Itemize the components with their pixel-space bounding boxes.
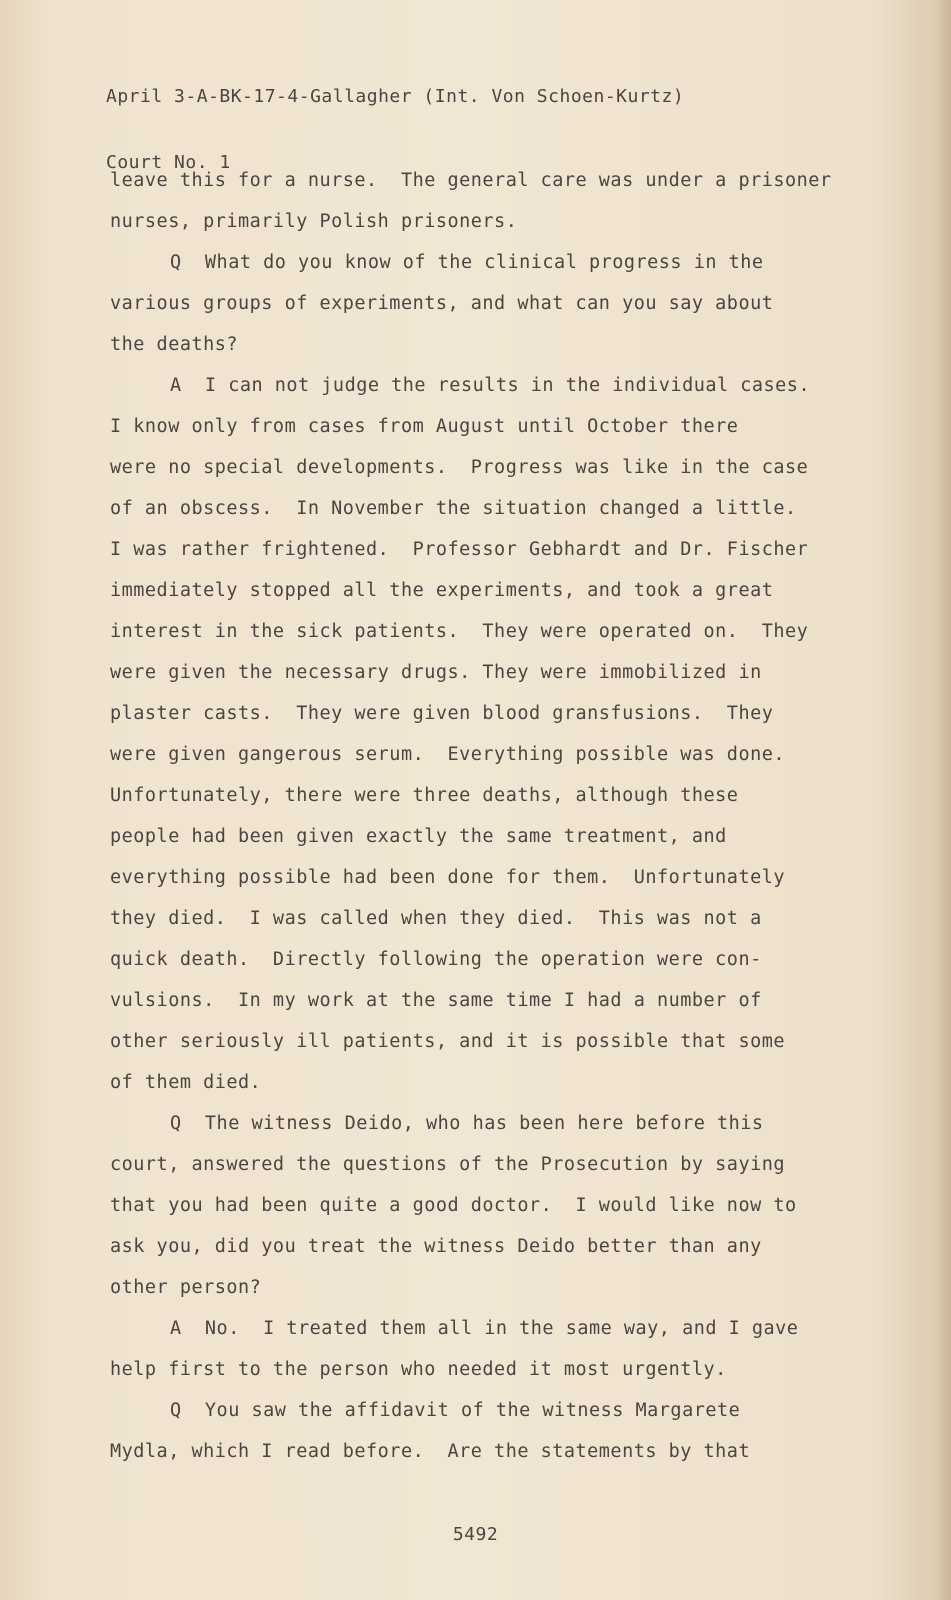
body-line: were given the necessary drugs. They were immobilized in — [110, 662, 762, 683]
body-line: people had been given exactly the same treatment, and — [110, 826, 727, 847]
body-line: Mydla, which I read before. Are the statements by that — [110, 1441, 751, 1462]
header-line-1: April 3-A-BK-17-4-Gallagher (Int. Von Schoen-Kurtz) — [106, 86, 685, 107]
answer-line: A No. I treated them all in the same way, and I gave — [170, 1318, 799, 1339]
question-line: Q You saw the affidavit of the witness Margarete — [170, 1400, 741, 1421]
body-line: interest in the sick patients. They were operated on. They — [110, 621, 809, 642]
body-line: help first to the person who needed it most urgently. — [110, 1359, 727, 1380]
body-line: court, answered the questions of the Prosecution by saying — [110, 1154, 786, 1175]
body-line: various groups of experiments, and what can you say about — [110, 293, 774, 314]
question-line: Q The witness Deido, who has been here before this — [170, 1113, 764, 1134]
body-line: everything possible had been done for them. Unfortunately — [110, 867, 786, 888]
body-line: leave this for a nurse. The general care was under a prisoner — [110, 170, 832, 191]
question-line: Q What do you know of the clinical progress in the — [170, 252, 764, 273]
body-line: of them died. — [110, 1072, 262, 1093]
body-line: plaster casts. They were given blood gransfusions. They — [110, 703, 774, 724]
body-line: they died. I was called when they died. This was not a — [110, 908, 762, 929]
body-line: other person? — [110, 1277, 262, 1298]
body-line: ask you, did you treat the witness Deido better than any — [110, 1236, 762, 1257]
body-line: were given gangerous serum. Everything possible was done. — [110, 744, 786, 765]
body-line: that you had been quite a good doctor. I would like now to — [110, 1195, 797, 1216]
transcript-body — [110, 160, 890, 1472]
answer-line: A I can not judge the results in the individual cases. — [170, 375, 811, 396]
body-line: quick death. Directly following the operation were con- — [110, 949, 762, 970]
page-edge-shadow — [937, 0, 951, 1600]
page-number: 5492 — [452, 1524, 499, 1545]
body-line: nurses, primarily Polish prisoners. — [110, 211, 518, 232]
body-line: other seriously ill patients, and it is possible that some — [110, 1031, 786, 1052]
body-line: the deaths? — [110, 334, 239, 355]
body-line: were no special developments. Progress was like in the case — [110, 457, 809, 478]
body-line: vulsions. In my work at the same time I had a number of — [110, 990, 762, 1011]
header-line-2: Court No. 1 — [106, 152, 231, 173]
body-line: Unfortunately, there were three deaths, although these — [110, 785, 739, 806]
body-line: I was rather frightened. Professor Gebhardt and Dr. Fischer — [110, 539, 809, 560]
body-line: immediately stopped all the experiments, and took a great — [110, 580, 774, 601]
body-line: I know only from cases from August until October there — [110, 416, 739, 437]
body-line: of an obscess. In November the situation changed a little. — [110, 498, 797, 519]
